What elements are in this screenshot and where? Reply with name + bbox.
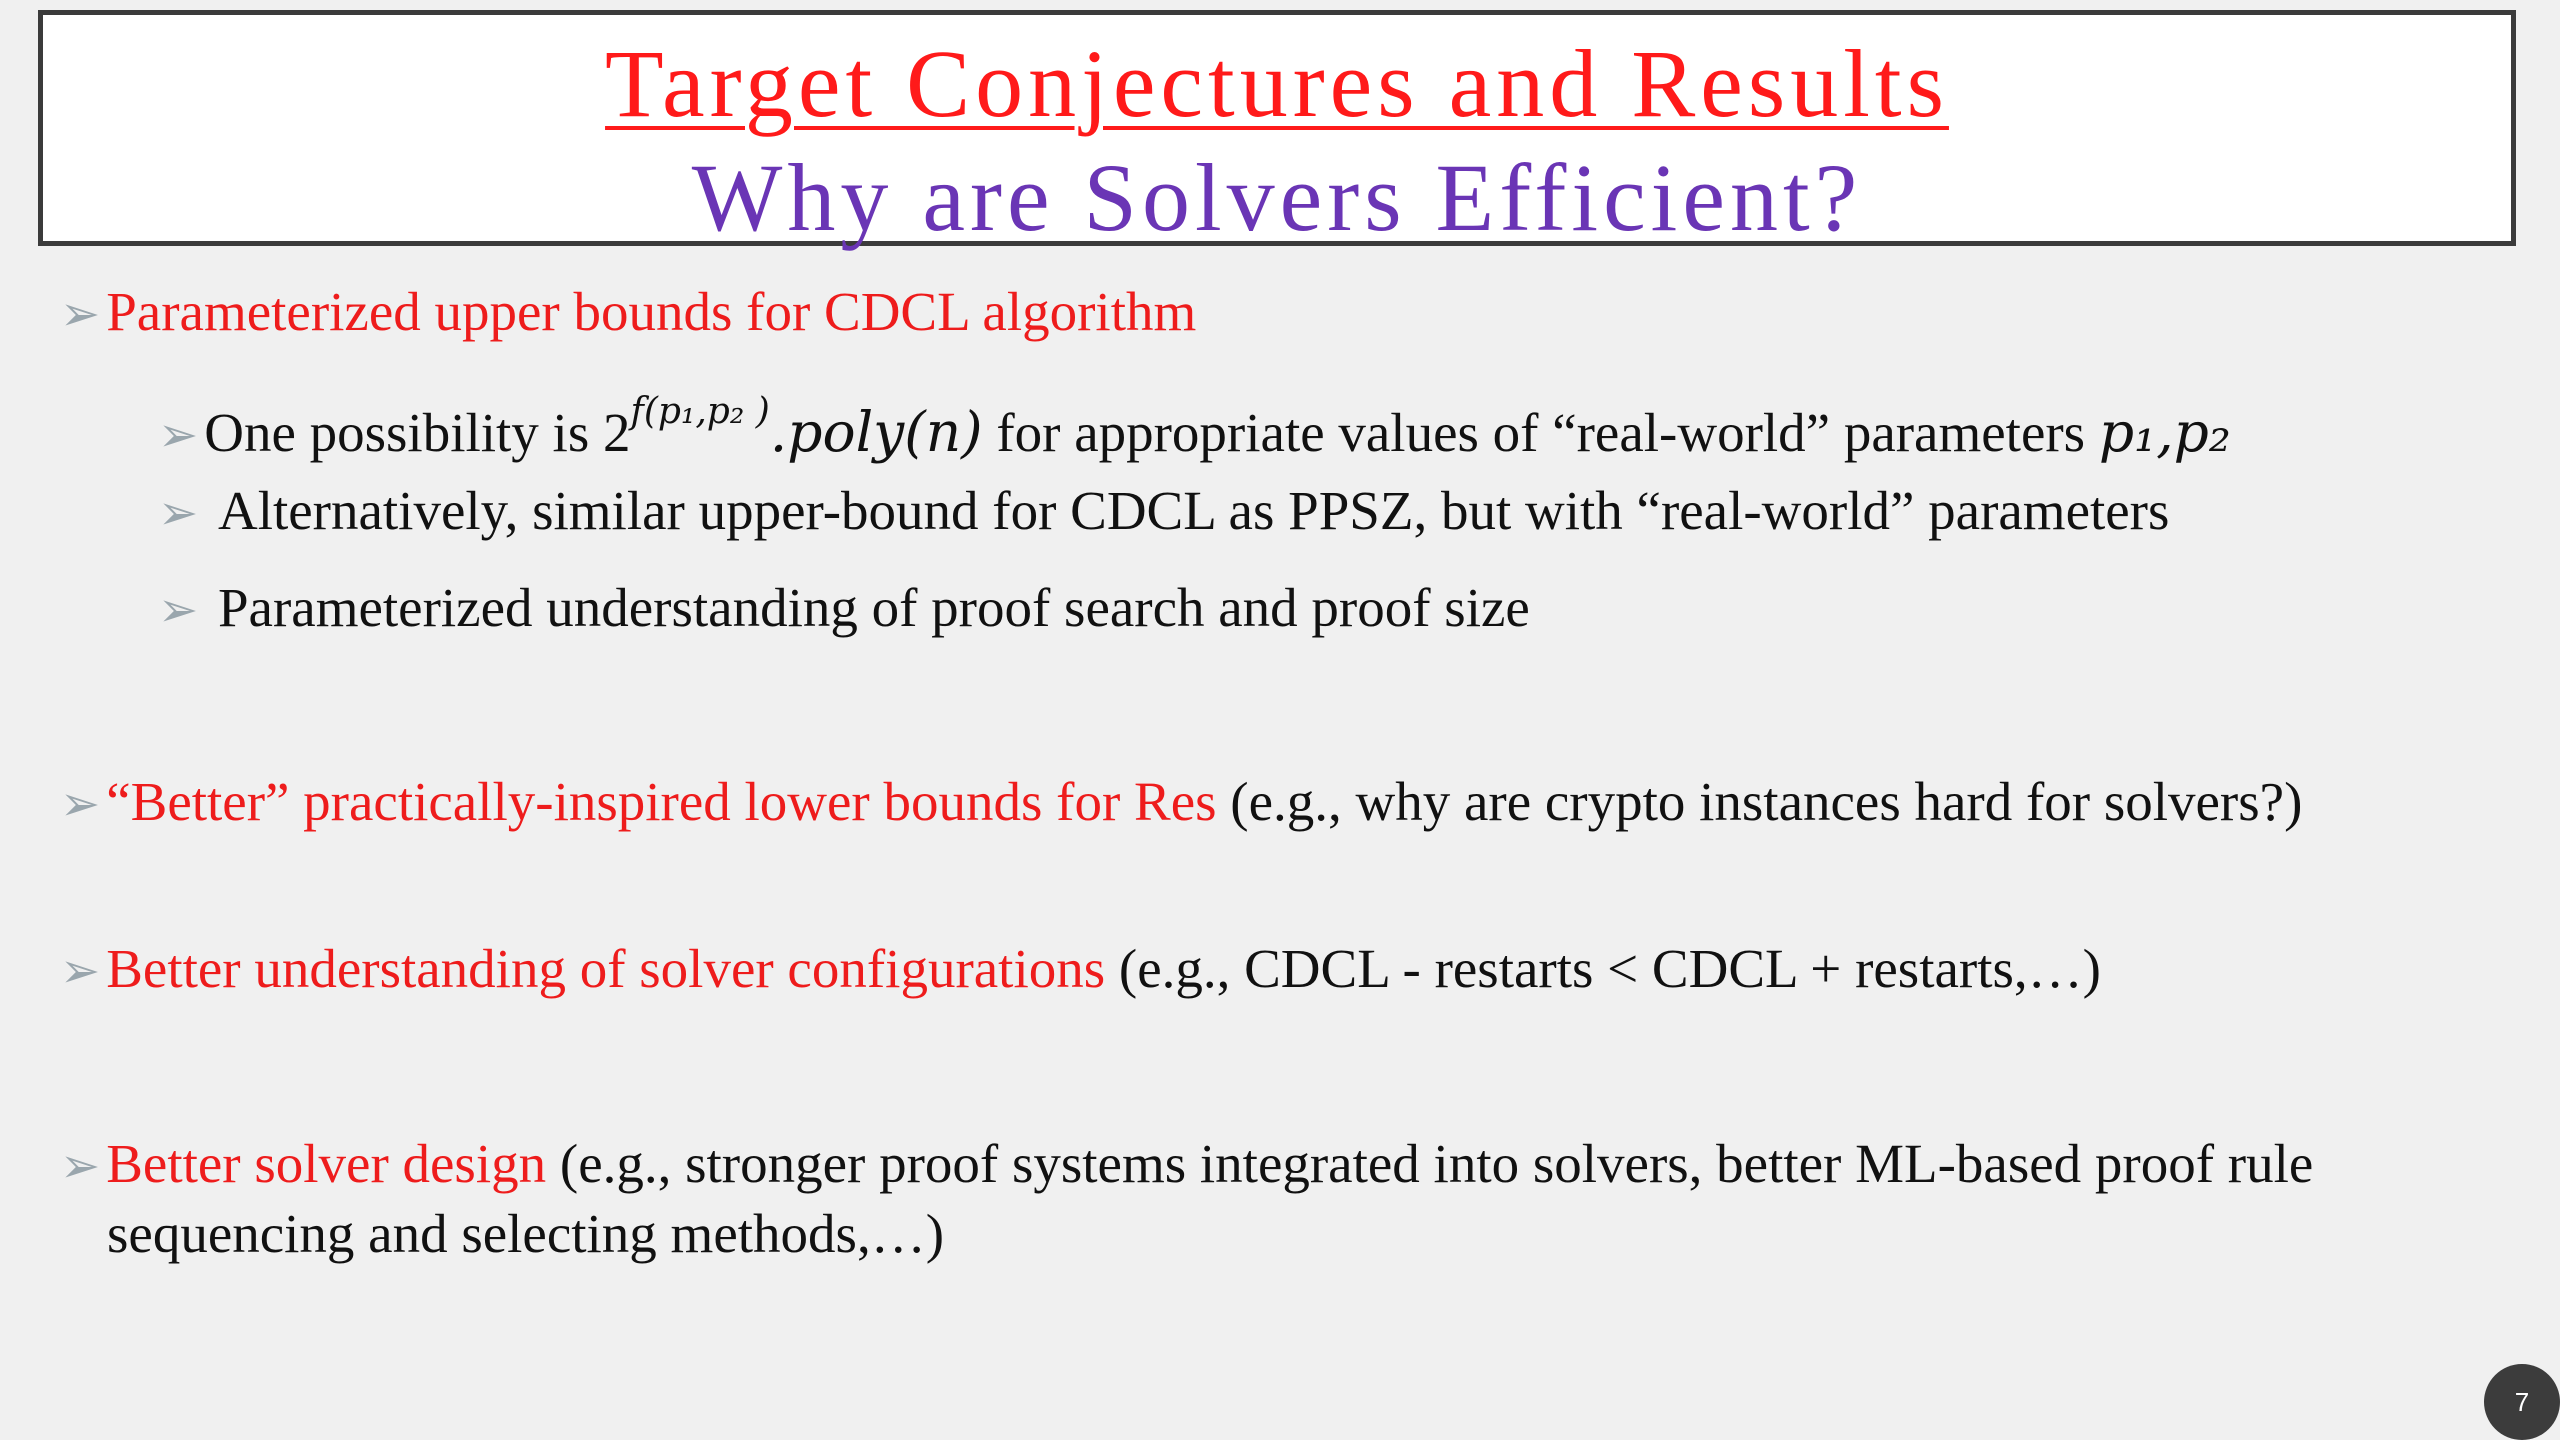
arrow-bullet-icon: ➢ [60,1138,101,1194]
arrow-bullet-icon: ➢ [158,485,199,541]
params-formula: p₁,p₂ [2098,400,2231,464]
exponent-formula: f(p₁,p₂ ) [630,391,770,432]
bullet-rest-text: (e.g., why are crypto instances hard for solvers?) [1216,771,2303,832]
arrow-bullet-icon: ➢ [60,943,101,999]
bullet-text: Parameterized upper bounds for CDCL algorithm [106,281,1197,342]
arrow-bullet-icon: ➢ [60,286,101,342]
slide-subtitle: Why are Solvers Efficient? [691,144,1863,251]
poly-formula: .poly(n) [769,400,983,464]
bullet-rest-text: (e.g., CDCL - restarts < CDCL + restarts,…) [1105,938,2101,999]
bullet-red-text: “Better” practically-inspired lower bounds for Res [106,771,1217,832]
sub-bullet-text: Parameterized understanding of proof search and proof size [217,577,1530,638]
sub-bullet-prefix: One possibility is 2 [204,402,631,463]
bullet-solver-design [60,1130,2313,1200]
page-number-badge: 7 [2484,1364,2560,1440]
bullet-solver-design-continuation: sequencing and selecting methods,…) [107,1203,945,1264]
sub-bullet-suffix: for appropriate values of “real-world” parameters [982,402,2099,463]
bullet-red-text: Better understanding of solver configurations [106,938,1106,999]
bullet-rest-text: (e.g., stronger proof systems integrated into solvers, better ML-based proof rule [546,1133,2314,1194]
sub-bullet-parameterized [158,574,1530,644]
arrow-bullet-icon: ➢ [158,407,199,463]
sub-bullet-possibility [158,378,2231,469]
title-box [38,10,2516,251]
bullet-solver-configurations [60,935,2101,1005]
bullet-upper-bounds [60,278,1196,348]
sub-bullet-alternatively [158,477,2169,547]
arrow-bullet-icon: ➢ [60,776,101,832]
bullet-lower-bounds [60,768,2302,838]
sub-bullet-text: Alternatively, similar upper-bound for CDCL as PPSZ, but with “real-world” parameters [217,480,2170,541]
bullet-red-text: Better solver design [106,1133,547,1194]
arrow-bullet-icon: ➢ [158,582,199,638]
slide-title: Target Conjectures and Results [605,30,1949,137]
